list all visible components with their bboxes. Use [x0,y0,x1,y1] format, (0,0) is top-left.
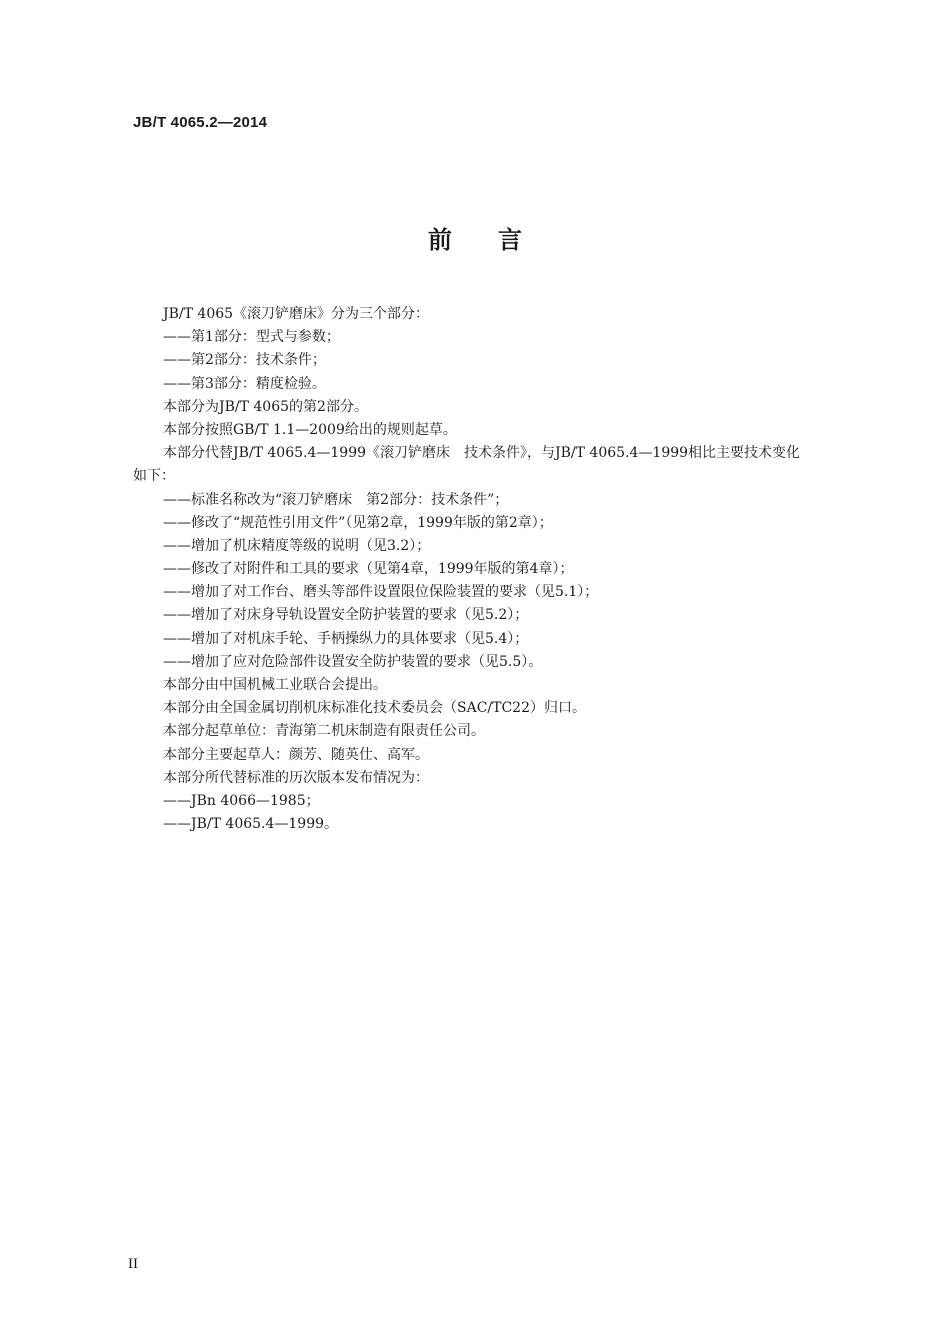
list-item: ——JBn 4066—1985； [163,792,320,809]
page-title: 前言 [428,226,568,254]
list-item: ——增加了对机床手轮、手柄操纵力的具体要求（见5.4）； [163,630,529,647]
page-number: II [128,1256,138,1272]
list-item: ——第2部分：技术条件； [163,352,326,369]
list-item: ——增加了对床身导轨设置安全防护装置的要求（见5.2）； [163,607,529,624]
list-item: ——JB/T 4065.4—1999。 [163,816,339,833]
paragraph-line: 本部分起草单位：青海第二机床制造有限责任公司。 [163,723,485,740]
paragraph-line: 本部分为JB/T 4065的第2部分。 [163,398,368,415]
list-item: ——第1部分：型式与参数； [163,329,340,346]
list-item: ——第3部分：精度检验。 [163,375,326,392]
list-item: ——标准名称改为“滚刀铲磨床 第2部分：技术条件”； [163,491,509,508]
paragraph-line: 本部分代替JB/T 4065.4—1999《滚刀铲磨床 技术条件》，与JB/T 4065.4—1999相比主要技术变化 [163,445,801,462]
paragraph-line: 本部分由全国金属切削机床标准化技术委员会（SAC/TC22）归口。 [163,700,586,717]
paragraph-line-continuation: 如下： [133,468,175,485]
standard-code: JB/T 4065.2—2014 [133,114,268,131]
list-item: ——增加了机床精度等级的说明（见3.2）； [163,537,431,554]
paragraph-line: JB/T 4065《滚刀铲磨床》分为三个部分： [163,306,430,322]
list-item: ——增加了应对危险部件设置安全防护装置的要求（见5.5）。 [163,653,543,670]
paragraph-line: 本部分所代替标准的历次版本发布情况为： [163,769,429,786]
paragraph-line: 本部分主要起草人：颜芳、随英仕、高军。 [163,746,429,763]
paragraph-line: 本部分由中国机械工业联合会提出。 [163,677,387,693]
list-item: ——增加了对工作台、磨头等部件设置限位保险装置的要求（见5.1）； [163,584,599,601]
list-item: ——修改了“规范性引用文件”（见第2章，1999年版的第2章）； [163,514,553,531]
foreword-body [133,303,883,836]
paragraph-line: 本部分按照GB/T 1.1—2009给出的规则起草。 [163,421,457,438]
list-item: ——修改了对附件和工具的要求（见第4章，1999年版的第4章）； [163,561,574,578]
